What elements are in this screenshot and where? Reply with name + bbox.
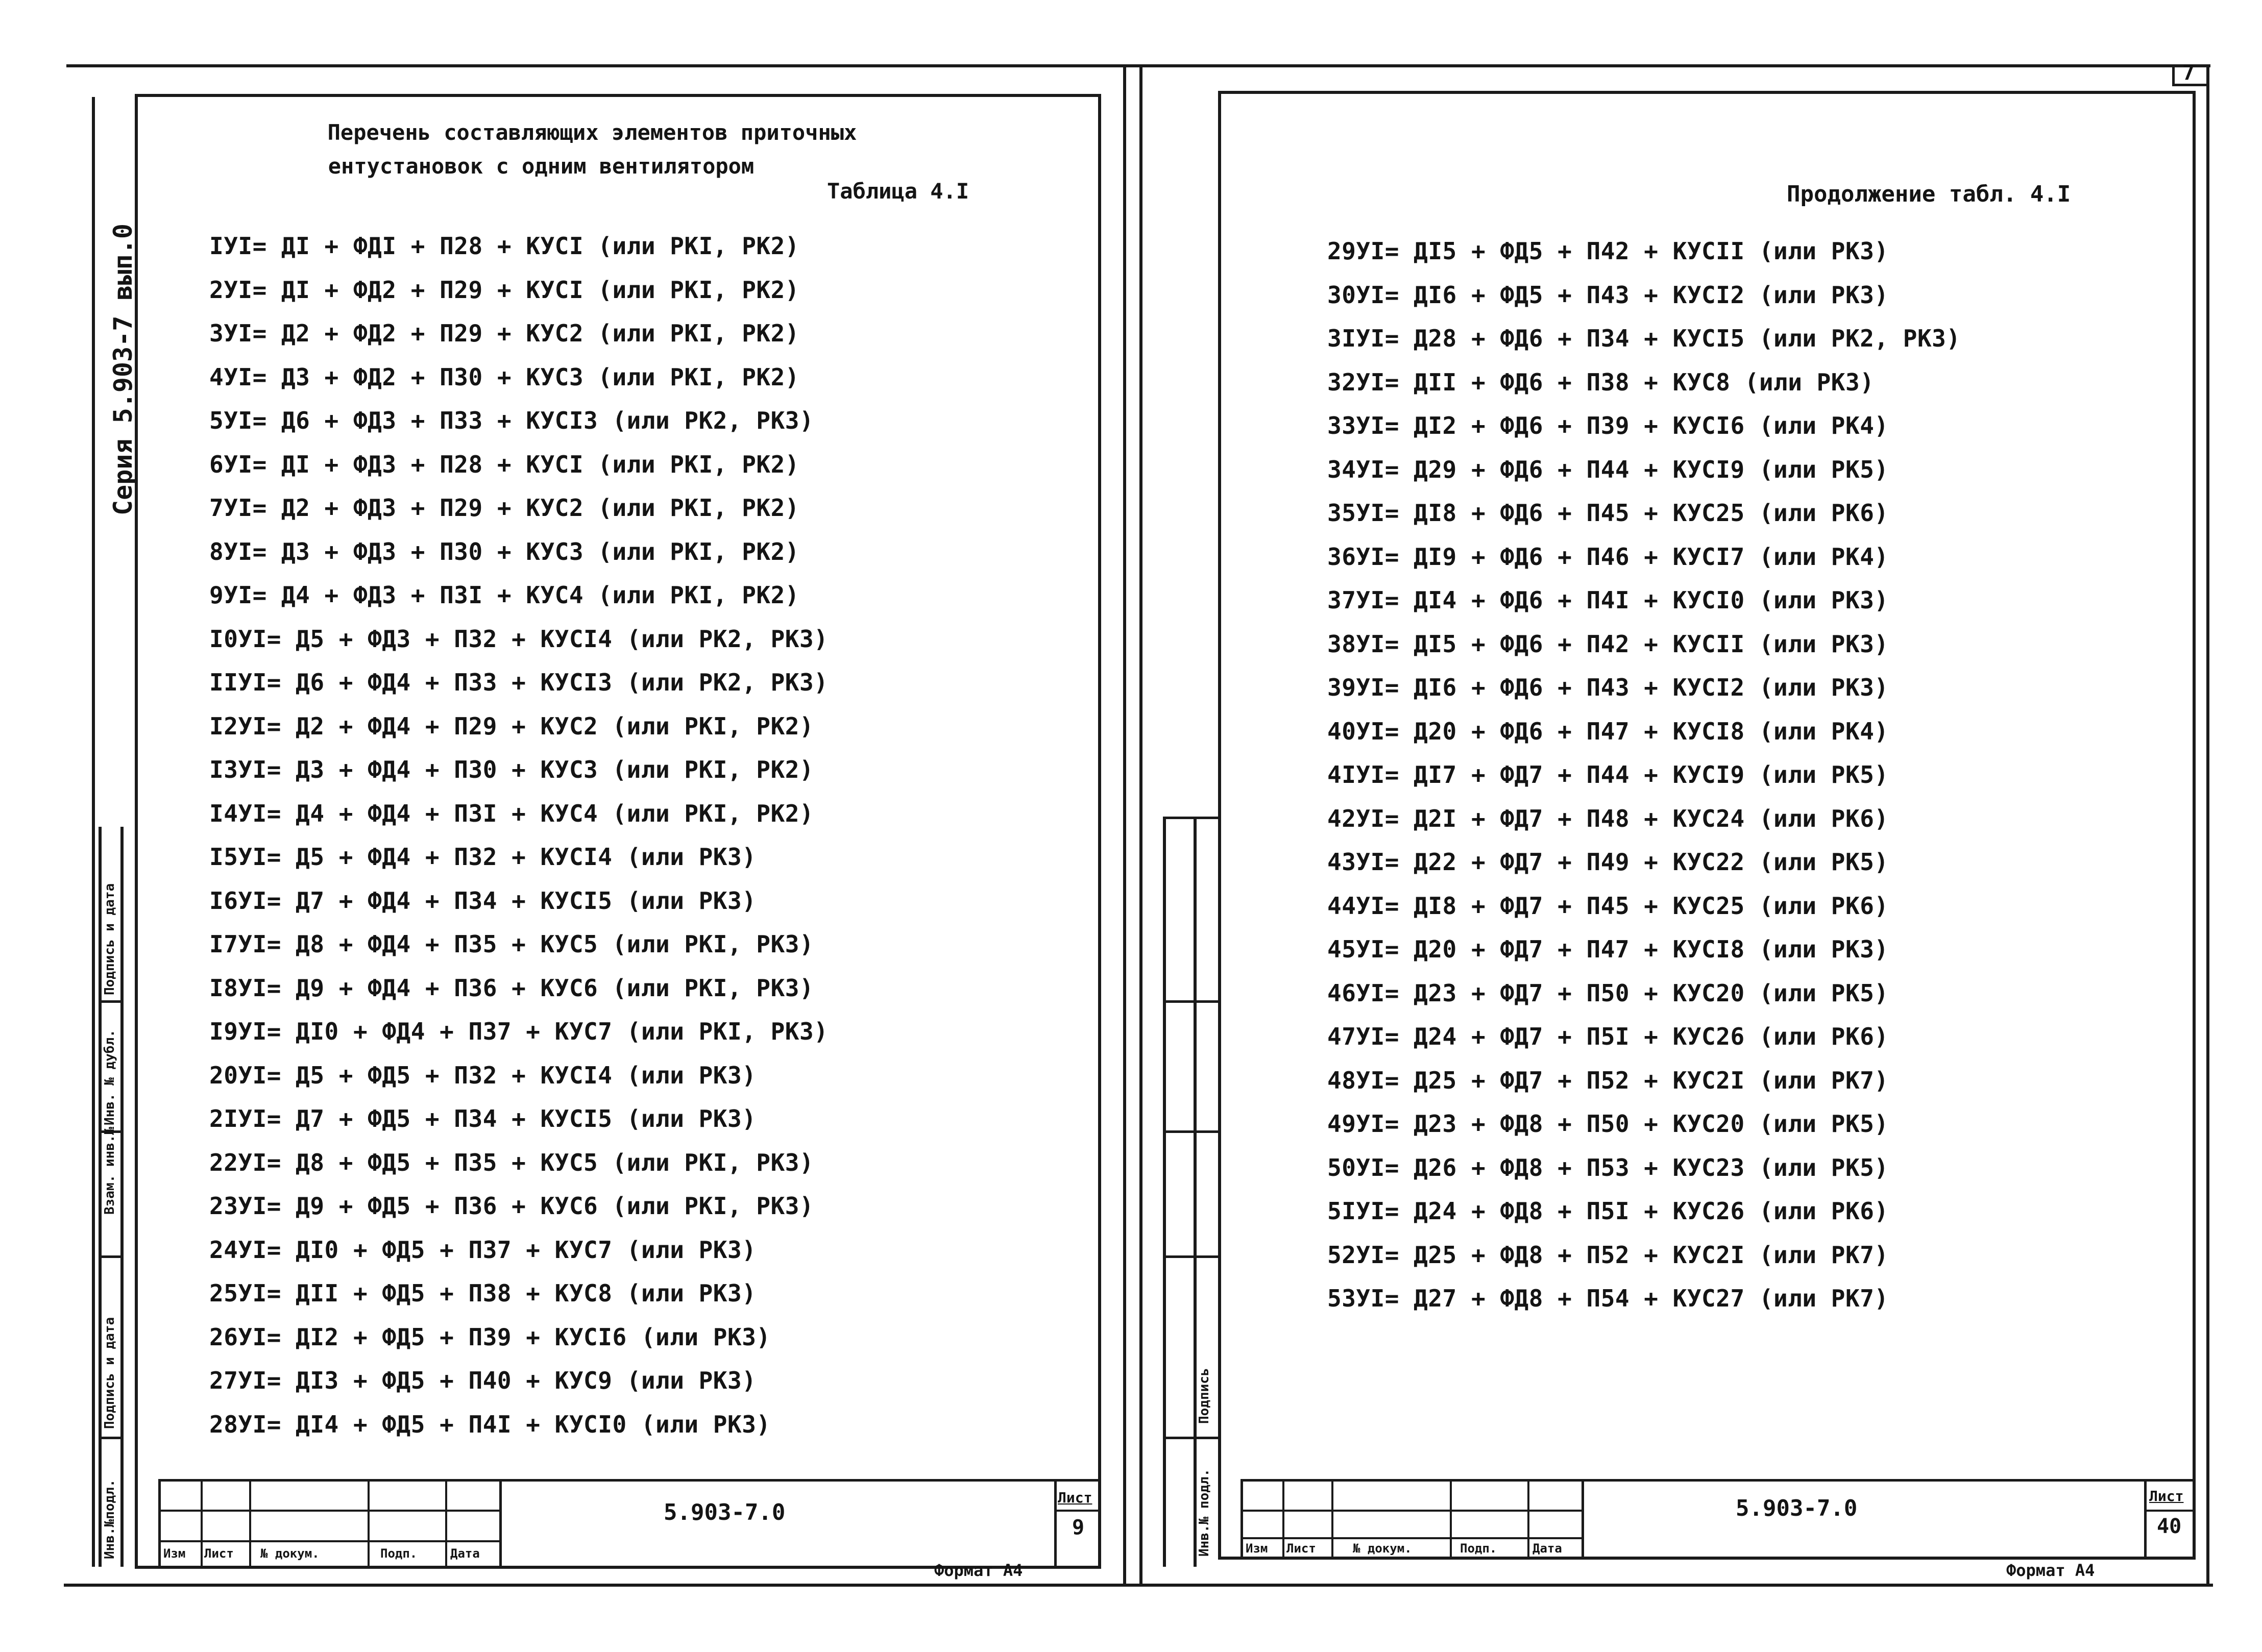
right-titleblock-top: [1241, 1479, 2196, 1482]
right-stamp-cell-izm: Изм: [1246, 1541, 1268, 1556]
table-row: 38УI= ДI5 + ФД6 + П42 + КУСII (или РК3): [1327, 630, 1889, 658]
table-row: 4УI= Д3 + ФД2 + П30 + КУС3 (или РКI, РК2): [209, 363, 799, 391]
left-stamp-strip-inner: [120, 827, 124, 1567]
right-format-label: Формат А4: [2006, 1561, 2095, 1580]
right-titleblock-col: [1582, 1479, 1584, 1560]
right-titleblock-col: [1450, 1479, 1452, 1560]
table-row: 22УI= Д8 + ФД5 + П35 + КУС5 (или РКI, РК3): [209, 1148, 814, 1176]
table-row: IУI= ДI + ФДI + П28 + КУСI (или РКI, РК2): [209, 232, 799, 260]
right-stamp-divider: [1163, 1000, 1219, 1003]
side-stamp-3: Взам. инв.№: [102, 1126, 117, 1215]
right-edge-line: [2206, 64, 2209, 1585]
left-stamp-divider: [99, 1000, 123, 1003]
left-stamp-strip-outer: [99, 827, 102, 1567]
table-row: I7УI= Д8 + ФД4 + П35 + КУС5 (или РКI, РК3): [209, 930, 814, 958]
right-stamp-divider: [1163, 1255, 1219, 1258]
table-row: 23УI= Д9 + ФД5 + П36 + КУС6 (или РКI, РК3): [209, 1192, 814, 1220]
table-row: 20УI= Д5 + ФД5 + П32 + КУСI4 (или РК3): [209, 1061, 757, 1089]
table-row: 40УI= Д20 + ФД6 + П47 + КУСI8 (или РК4): [1327, 717, 1889, 745]
table-row: 35УI= ДI8 + ФД6 + П45 + КУС25 (или РК6): [1327, 499, 1889, 527]
table-row: 49УI= Д23 + ФД8 + П50 + КУС20 (или РК5): [1327, 1110, 1889, 1138]
right-stamp-strip-mid: [1194, 817, 1197, 1567]
left-format-label: Формат А4: [934, 1561, 1023, 1580]
stamp-cell-izm: Изм: [163, 1546, 186, 1561]
right-titleblock-col: [1331, 1479, 1333, 1560]
right-side-stamp-1: Подпись: [1197, 1368, 1212, 1424]
table-row: 47УI= Д24 + ФД7 + П5I + КУС26 (или РК6): [1327, 1023, 1889, 1050]
table-row: 29УI= ДI5 + ФД5 + П42 + КУСII (или РК3): [1327, 237, 1889, 265]
side-stamp-1: Подпись и дата: [102, 883, 117, 995]
right-stamp-divider: [1163, 817, 1219, 819]
table-label: Таблица 4.I: [827, 179, 969, 204]
left-titleblock-col: [368, 1479, 370, 1569]
bottom-border-line: [64, 1584, 2213, 1587]
left-titleblock-mid: [158, 1510, 500, 1512]
table-row: 3IУI= Д28 + ФД6 + П34 + КУСI5 (или РК2, РК3): [1327, 325, 1961, 352]
left-titleblock-col: [201, 1479, 203, 1569]
table-row: 27УI= ДI3 + ФД5 + П40 + КУС9 (или РК3): [209, 1367, 757, 1394]
right-stamp-cell-dokum: № докум.: [1353, 1541, 1412, 1556]
stamp-cell-podp: Подп.: [380, 1546, 418, 1561]
right-titleblock-mid: [1241, 1510, 1584, 1512]
left-stamp-divider: [99, 1255, 123, 1258]
table-row: I2УI= Д2 + ФД4 + П29 + КУС2 (или РКI, РК2): [209, 712, 814, 740]
table-row: 36УI= ДI9 + ФД6 + П46 + КУСI7 (или РК4): [1327, 543, 1889, 571]
table-row: 6УI= ДI + ФД3 + П28 + КУСI (или РКI, РК2): [209, 450, 799, 478]
right-stamp-cell-podp: Подп.: [1460, 1541, 1497, 1556]
table-row: 50УI= Д26 + ФД8 + П53 + КУС23 (или РК5): [1327, 1153, 1889, 1181]
right-stamp-cell-list: Лист: [1286, 1541, 1316, 1556]
table-row: I5УI= Д5 + ФД4 + П32 + КУСI4 (или РК3): [209, 843, 757, 871]
right-corner-box-left: [2172, 64, 2175, 85]
center-divider-left: [1123, 64, 1126, 1585]
table-row: 9УI= Д4 + ФД3 + П3I + КУС4 (или РКI, РК2): [209, 581, 799, 609]
side-stamp-2: Инв. № дубл.: [102, 1029, 117, 1125]
table-row: 34УI= Д29 + ФД6 + П44 + КУСI9 (или РК5): [1327, 455, 1889, 483]
left-titleblock-col: [1054, 1479, 1057, 1569]
right-sheet-divider: [2144, 1510, 2195, 1512]
right-titleblock-col: [1527, 1479, 1529, 1560]
table-row: 26УI= ДI2 + ФД5 + П39 + КУСI6 (или РК3): [209, 1323, 771, 1351]
table-row: I0УI= Д5 + ФД3 + П32 + КУСI4 (или РК2, РК3): [209, 625, 829, 653]
table-row: 3УI= Д2 + ФД2 + П29 + КУС2 (или РКI, РК2): [209, 319, 799, 347]
left-titleblock-left: [158, 1479, 161, 1569]
table-row: 2УI= ДI + ФД2 + П29 + КУСI (или РКI, РК2): [209, 276, 799, 304]
left-titleblock-col: [249, 1479, 251, 1569]
table-row: 8УI= Д3 + ФД3 + П30 + КУС3 (или РКI, РК2): [209, 537, 799, 565]
table-row: 25УI= ДII + ФД5 + П38 + КУС8 (или РК3): [209, 1279, 757, 1307]
left-doc-code: 5.903-7.0: [664, 1499, 786, 1525]
table-row: 33УI= ДI2 + ФД6 + П39 + КУСI6 (или РК4): [1327, 412, 1889, 439]
left-titleblock-col: [445, 1479, 447, 1569]
left-title-line1: Перечень составляющих элементов приточных: [327, 120, 857, 145]
table-row: I3УI= Д3 + ФД4 + П30 + КУС3 (или РКI, РК2): [209, 756, 814, 783]
right-sheet-number: 40: [2157, 1515, 2182, 1538]
table-row: 28УI= ДI4 + ФД5 + П4I + КУСI0 (или РК3): [209, 1410, 771, 1438]
stamp-cell-data: Дата: [450, 1546, 480, 1561]
table-row: 24УI= ДI0 + ФД5 + П37 + КУС7 (или РК3): [209, 1236, 757, 1264]
corner-number: 7: [2182, 61, 2195, 85]
right-titleblock-col: [1282, 1479, 1284, 1560]
table-row: 7УI= Д2 + ФД3 + П29 + КУС2 (или РКI, РК2): [209, 494, 799, 522]
center-divider-right: [1139, 64, 1142, 1585]
left-titleblock-col: [499, 1479, 502, 1569]
left-rows: [209, 225, 828, 1446]
table-row: 44УI= ДI8 + ФД7 + П45 + КУС25 (или РК6): [1327, 892, 1889, 920]
right-doc-code: 5.903-7.0: [1736, 1495, 1858, 1521]
left-stamp-divider: [99, 1437, 123, 1439]
table-row: 45УI= Д20 + ФД7 + П47 + КУСI8 (или РК3): [1327, 935, 1889, 963]
side-stamp-5: Инв.№подл.: [102, 1479, 117, 1559]
table-row: 46УI= Д23 + ФД7 + П50 + КУС20 (или РК5): [1327, 979, 1889, 1007]
table-row: 48УI= Д25 + ФД7 + П52 + КУС2I (или РК7): [1327, 1066, 1889, 1094]
table-row: 53УI= Д27 + ФД8 + П54 + КУС27 (или РК7): [1327, 1285, 1889, 1312]
right-stamp-cell-data: Дата: [1533, 1541, 1562, 1556]
table-row: 4IУI= ДI7 + ФД7 + П44 + КУСI9 (или РК5): [1327, 761, 1889, 788]
left-title-line2: ентустановок с одним вентилятором: [328, 154, 755, 179]
table-row: I8УI= Д9 + ФД4 + П36 + КУС6 (или РКI, РК3): [209, 974, 814, 1002]
left-sheet-divider: [1054, 1510, 1101, 1512]
right-side-stamp-2: Инв.№ подл.: [1197, 1468, 1212, 1557]
side-stamp-4: Подпись и дата: [102, 1317, 117, 1429]
right-rows: [1327, 230, 1961, 1321]
table-row: I9УI= ДI0 + ФД4 + П37 + КУС7 (или РКI, РК3): [209, 1018, 829, 1045]
continuation-label: Продолжение табл. 4.I: [1787, 181, 2071, 207]
table-row: I4УI= Д4 + ФД4 + П3I + КУС4 (или РКI, РК2): [209, 799, 814, 827]
table-row: IIУI= Д6 + ФД4 + П33 + КУСI3 (или РК2, РК3): [209, 669, 829, 696]
left-titleblock-top: [158, 1479, 1101, 1482]
stamp-cell-list: Лист: [204, 1546, 234, 1561]
table-row: 2IУI= Д7 + ФД5 + П34 + КУСI5 (или РК3): [209, 1105, 757, 1132]
left-sheet-label: Лист: [1058, 1489, 1092, 1506]
table-row: I6УI= Д7 + ФД4 + П34 + КУСI5 (или РК3): [209, 886, 757, 915]
right-stamp-divider: [1163, 1130, 1219, 1133]
table-row: 52УI= Д25 + ФД8 + П52 + КУС2I (или РК7): [1327, 1241, 1889, 1269]
right-titleblock-col: [2144, 1479, 2147, 1560]
table-row: 42УI= Д2I + ФД7 + П48 + КУС24 (или РК6): [1327, 804, 1889, 832]
table-row: 5IУI= Д24 + ФД8 + П5I + КУС26 (или РК6): [1327, 1197, 1889, 1225]
left-sheet-number: 9: [1072, 1516, 1085, 1539]
left-margin-line: [92, 97, 95, 1567]
table-row: 39УI= ДI6 + ФД6 + П43 + КУСI2 (или РК3): [1327, 674, 1889, 701]
table-row: 37УI= ДI4 + ФД6 + П4I + КУСI0 (или РК3): [1327, 586, 1889, 614]
right-stamp-strip-outer: [1163, 817, 1166, 1567]
right-stamp-divider: [1163, 1437, 1219, 1439]
series-label: Серия 5.903-7 вып.0: [108, 224, 138, 515]
table-row: 43УI= Д22 + ФД7 + П49 + КУС22 (или РК5): [1327, 848, 1889, 876]
table-row: 5УI= Д6 + ФД3 + П33 + КУСI3 (или РК2, РК3): [209, 407, 814, 434]
right-sheet-label: Лист: [2149, 1488, 2184, 1505]
stamp-cell-dokum: № докум.: [260, 1546, 320, 1561]
right-titleblock-left: [1241, 1479, 1243, 1560]
left-titleblock-low: [158, 1540, 500, 1542]
right-titleblock-low: [1241, 1537, 1584, 1539]
table-row: 32УI= ДII + ФД6 + П38 + КУС8 (или РК3): [1327, 368, 1875, 396]
table-row: 30УI= ДI6 + ФД5 + П43 + КУСI2 (или РК3): [1327, 281, 1889, 309]
top-border-line: [66, 64, 2210, 67]
